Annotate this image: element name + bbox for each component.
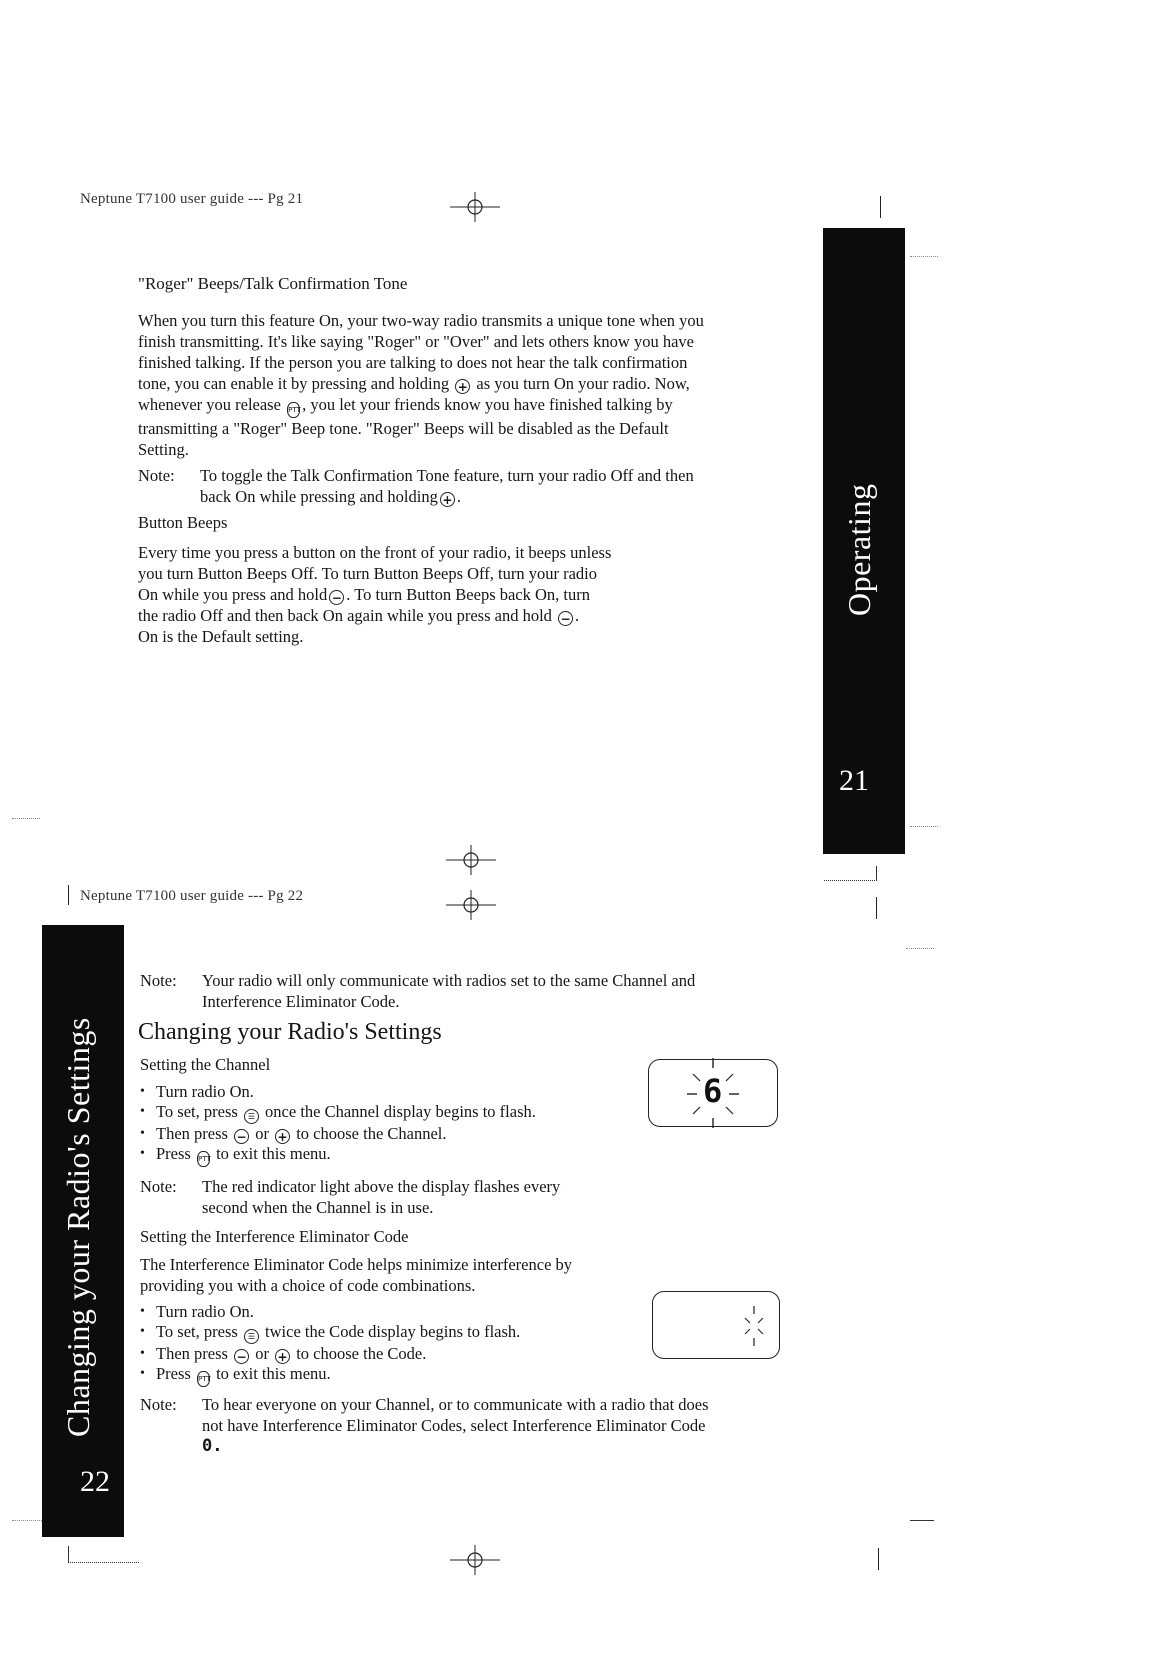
- settings-tab-label: Changing your Radio's Settings: [60, 1017, 96, 1437]
- button-beeps-title: Button Beeps: [138, 513, 228, 532]
- setting-channel-title: Setting the Channel: [140, 1055, 271, 1074]
- paragraph-line: transmitting a "Roger" Beep tone. "Roger" Beeps will be disabled as the Default: [138, 419, 669, 438]
- paragraph-line: finish transmitting. It's like saying "Roger" or "Over" and lets others know you have: [138, 332, 694, 351]
- registration-crosshair-icon: [446, 890, 496, 920]
- ptt-button-icon: PTT: [197, 1151, 210, 1167]
- trim-dots: [12, 1520, 42, 1521]
- list-item: • Turn radio On.: [140, 1082, 640, 1102]
- plus-button-icon: +: [455, 379, 470, 394]
- button-beeps-paragraph: [138, 542, 718, 647]
- page-number-22: 22: [80, 1465, 110, 1498]
- crop-mark: [68, 1546, 139, 1563]
- paragraph-line: Every time you press a button on the front of your radio, it beeps unless: [138, 543, 612, 562]
- list-item: • Then press − or + to choose the Channel.: [140, 1124, 640, 1144]
- trim-mark: [876, 897, 877, 919]
- list-item: • Turn radio On.: [140, 1302, 640, 1322]
- trim-dots: [910, 256, 938, 257]
- trim-dots: [12, 818, 40, 819]
- trim-dots: [910, 826, 938, 827]
- paragraph-line: providing you with a choice of code combinations.: [140, 1276, 476, 1295]
- list-item: • Then press − or + to choose the Code.: [140, 1344, 640, 1364]
- list-item: • To set, press ☰ once the Channel display begins to flash.: [140, 1102, 640, 1124]
- menu-button-icon: ☰: [244, 1109, 259, 1124]
- bottom-page-header: Neptune T7100 user guide --- Pg 22: [80, 888, 304, 904]
- paragraph-line: tone, you can enable it by pressing and holding + as you turn On your radio. Now,: [138, 374, 690, 394]
- minus-button-icon: −: [234, 1129, 249, 1144]
- ptt-button-icon: PTT: [287, 402, 300, 418]
- list-item: • To set, press ☰ twice the Code display begins to flash.: [140, 1322, 640, 1344]
- plus-button-icon: +: [275, 1129, 290, 1144]
- registration-crosshair-icon: [450, 1545, 500, 1575]
- talk-tone-note: Note: To toggle the Talk Confirmation Tone feature, turn your radio Off and then back On while pressing and holding + .: [138, 465, 838, 509]
- paragraph-line: the radio Off and then back On again while you press and hold − .: [138, 606, 580, 626]
- setting-code-title: Setting the Interference Eliminator Code: [140, 1227, 409, 1246]
- paragraph-line: On is the Default setting.: [138, 627, 304, 646]
- operating-tab-label: Operating: [841, 483, 877, 616]
- code-display: [652, 1291, 780, 1359]
- channel-display: [648, 1059, 778, 1127]
- note-line: Your radio will only communicate with radios set to the same Channel and: [202, 971, 696, 990]
- list-item: • Press PTT to exit this menu.: [140, 1364, 640, 1387]
- note-line: To hear everyone on your Channel, or to communicate with a radio that does: [202, 1395, 709, 1414]
- paragraph-line: On while you press and hold − . To turn Button Beeps back On, turn: [138, 585, 591, 605]
- code-intro: [140, 1254, 700, 1296]
- trim-mark: [910, 1520, 934, 1521]
- paragraph-line: The Interference Eliminator Code helps minimize interference by: [140, 1255, 573, 1274]
- trim-mark: [880, 196, 881, 218]
- registration-crosshair-icon: [450, 192, 500, 222]
- indicator-note: Note: The red indicator light above the display flashes every second when the Channel is in use.: [140, 1176, 700, 1220]
- list-item: • Press PTT to exit this menu.: [140, 1144, 640, 1167]
- channel-digit: 6: [703, 1072, 723, 1110]
- paragraph-line: you turn Button Beeps Off. To turn Button Beeps Off, turn your radio: [138, 564, 597, 583]
- minus-button-icon: −: [558, 611, 573, 626]
- trim-mark: [878, 1548, 879, 1570]
- registration-crosshair-icon: [446, 845, 496, 875]
- page-number-21: 21: [839, 764, 869, 797]
- crop-mark: [824, 866, 877, 881]
- note-line: back On while pressing and holding + .: [200, 487, 461, 507]
- menu-button-icon: ☰: [244, 1329, 259, 1344]
- paragraph-line: Setting.: [138, 440, 189, 459]
- code-steps: [140, 1302, 640, 1387]
- channel-note: Note: Your radio will only communicate with radios set to the same Channel and Interference Eliminator Code.: [140, 970, 860, 1014]
- plus-button-icon: +: [275, 1349, 290, 1364]
- note-line: To toggle the Talk Confirmation Tone feature, turn your radio Off and then: [200, 466, 694, 485]
- code-zero-value: 0.: [202, 1436, 223, 1456]
- minus-button-icon: −: [234, 1349, 249, 1364]
- ptt-button-icon: PTT: [197, 1371, 210, 1387]
- note-line: The red indicator light above the display flashes every: [202, 1177, 561, 1196]
- minus-button-icon: −: [329, 590, 344, 605]
- plus-button-icon: +: [440, 492, 455, 507]
- code-zero-note: Note: To hear everyone on your Channel, or to communicate with a radio that does not have Interference Eliminator Codes, select Interference Eliminator Code 0.: [140, 1394, 860, 1460]
- note-line: second when the Channel is in use.: [202, 1198, 434, 1217]
- channel-steps: [140, 1082, 640, 1167]
- operating-tab: [823, 228, 905, 854]
- top-page-header: Neptune T7100 user guide --- Pg 21: [80, 191, 304, 207]
- paragraph-line: finished talking. If the person you are talking to does not hear the talk confirmation: [138, 353, 688, 372]
- trim-mark: [68, 885, 69, 905]
- flash-rays-icon: [739, 1304, 769, 1348]
- trim-dots: [906, 948, 934, 949]
- paragraph-line: When you turn this feature On, your two-way radio transmits a unique tone when you: [138, 311, 704, 330]
- note-line: not have Interference Eliminator Codes, select Interference Eliminator Code: [202, 1416, 706, 1435]
- settings-tab: [42, 925, 124, 1537]
- note-line: Interference Eliminator Code.: [202, 992, 400, 1011]
- settings-heading: Changing your Radio's Settings: [138, 1019, 442, 1045]
- roger-beeps-paragraph: [138, 310, 828, 460]
- paragraph-line: whenever you release PTT, you let your friends know you have finished talking by: [138, 394, 828, 418]
- roger-beeps-title: "Roger" Beeps/Talk Confirmation Tone: [138, 274, 408, 293]
